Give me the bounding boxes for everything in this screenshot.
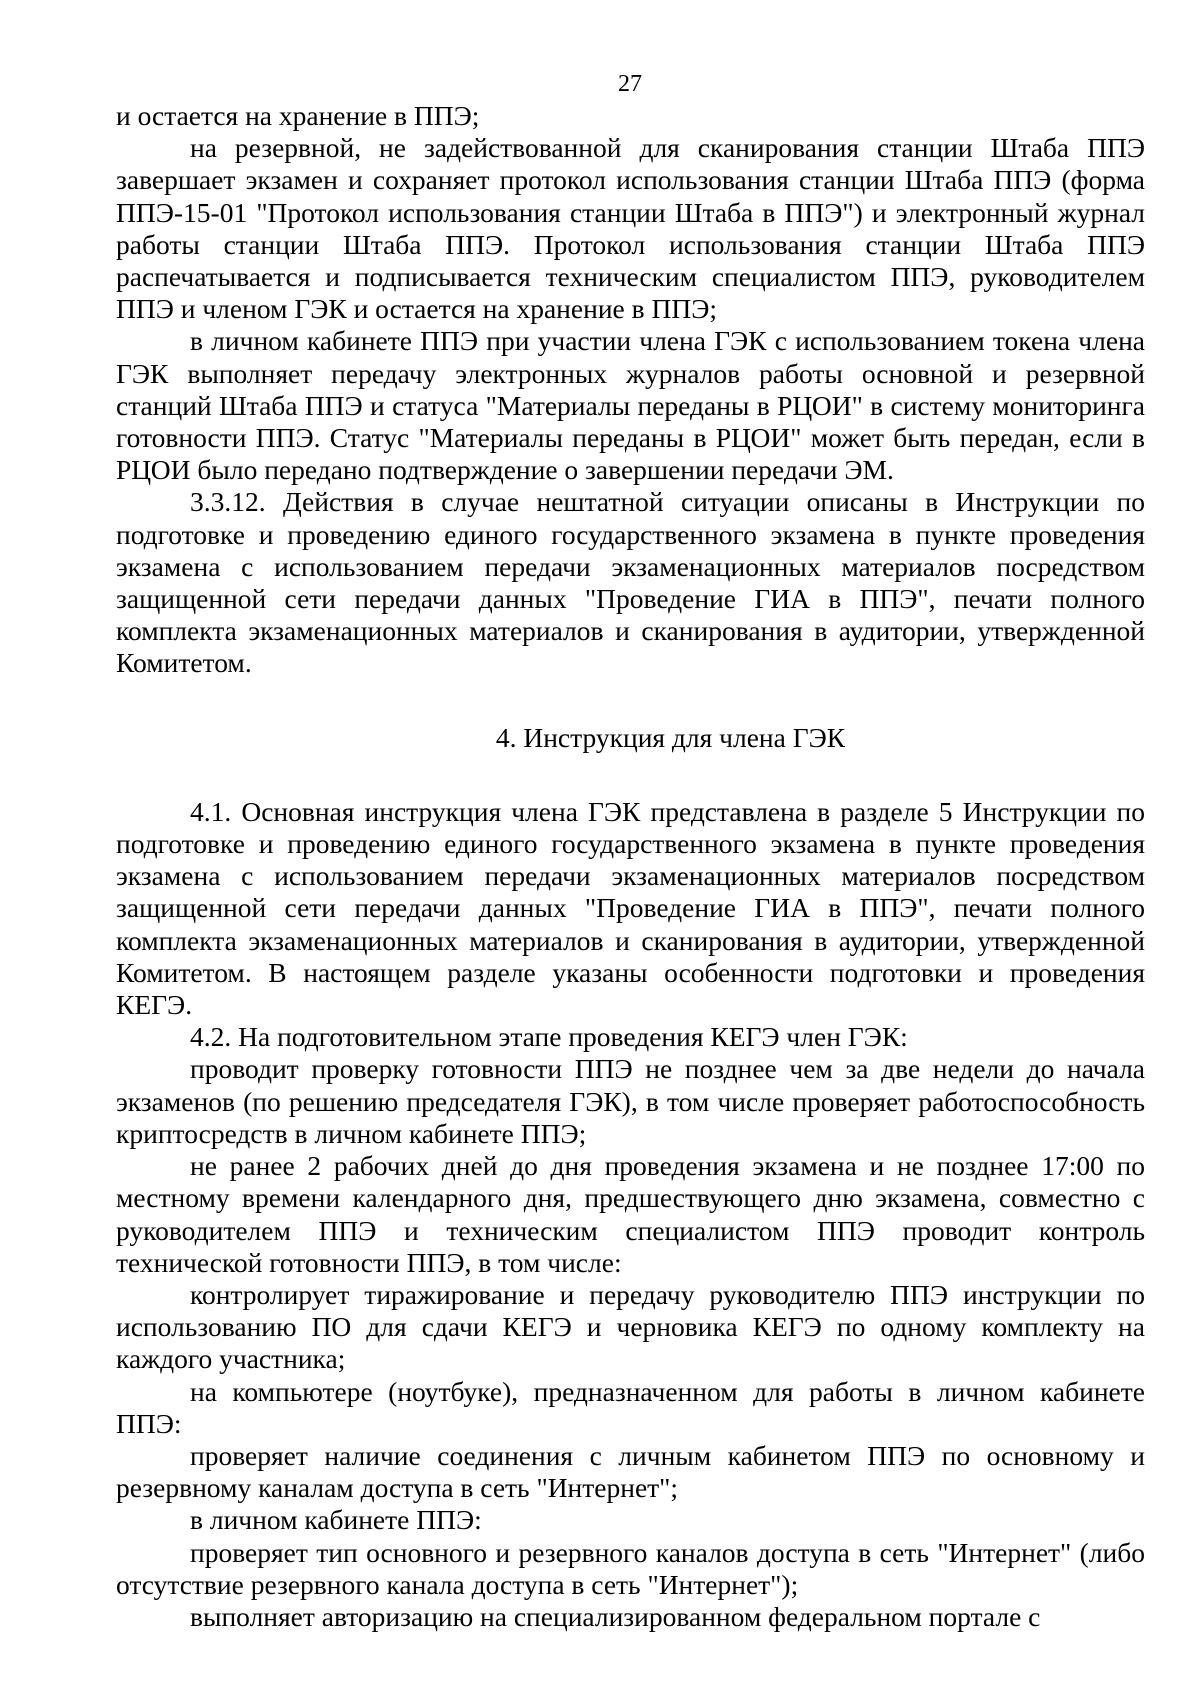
page-body bbox=[116, 100, 1145, 1633]
section-heading: 4. Инструкция для члена ГЭК bbox=[495, 721, 846, 753]
paragraph-after-2: 4.2. На подготовительном этапе проведения КЕГЭ член ГЭК: bbox=[190, 1021, 908, 1053]
paragraph-after-8: в личном кабинете ППЭ: bbox=[190, 1504, 482, 1536]
paragraph-before-2: на резервной, не задействованной для сканирования станции Штаба ППЭ завершает экзамен и сохраняет протокол использования станции Штаба ППЭ (форма ППЭ-15-01 "Протокол использования станции Штаба в ППЭ") и электронный журнал работы станции Штаба ППЭ. Протокол использования станции Штаба ППЭ распечатывается и подписывается техническим специалистом ППЭ, руководителем ППЭ и членом ГЭК и остается на хранение в ППЭ; bbox=[116, 132, 1145, 325]
paragraph-after-10: выполняет авторизацию на специализированном федеральном портале с bbox=[190, 1600, 1041, 1632]
paragraph-before-4: 3.3.12. Действия в случае нештатной ситуации описаны в Инструкции по подготовке и проведению единого государственного экзамена в пункте проведения экзамена с использованием передачи экзаменационных материалов посредством защищенной сети передачи данных "Проведение ГИА в ППЭ", печати полного комплекта экзаменационных материалов и сканирования в аудитории, утвержденной Комитетом. bbox=[116, 486, 1145, 679]
paragraph-after-5: контролирует тиражирование и передачу руководителю ППЭ инструкции по использованию ПО для сдачи КЕГЭ и черновика КЕГЭ по одному комплекту на каждого участника; bbox=[116, 1278, 1145, 1375]
paragraph-after-1: 4.1. Основная инструкция члена ГЭК представлена в разделе 5 Инструкции по подготовке и проведению единого государственного экзамена в пункте проведения экзамена с использованием передачи экзаменационных материалов посредством защищенной сети передачи данных "Проведение ГИА в ППЭ", печати полного комплекта экзаменационных материалов и сканирования в аудитории, утвержденной Комитетом. В настоящем разделе указаны особенности подготовки и проведения КЕГЭ. bbox=[116, 795, 1145, 1021]
paragraph-after-3: проводит проверку готовности ППЭ не позднее чем за две недели до начала экзаменов (по решению председателя ГЭК), в том числе проверяет работоспособность криптосредств в личном кабинете ППЭ; bbox=[116, 1053, 1145, 1149]
paragraph-before-1: и остается на хранение в ППЭ; bbox=[116, 100, 480, 131]
page-number: 27 bbox=[618, 71, 642, 97]
paragraph-after-4: не ранее 2 рабочих дней до дня проведения экзамена и не позднее 17:00 по местному времени календарного дня, предшествующего дню экзамена, совместно с руководителем ППЭ и техническим специалистом ППЭ проводит контроль технической готовности ППЭ, в том числе: bbox=[116, 1150, 1145, 1278]
paragraph-after-9: проверяет тип основного и резервного каналов доступа в сеть "Интернет" (либо отсутствие резервного канала доступа в сеть "Интернет"); bbox=[116, 1536, 1145, 1600]
paragraph-before-3: в личном кабинете ППЭ при участии члена ГЭК с использованием токена члена ГЭК выполняет передачу электронных журналов работы основной и резервной станций Штаба ППЭ и статуса "Материалы переданы в РЦОИ" в систему мониторинга готовности ППЭ. Статус "Материалы переданы в РЦОИ" может быть передан, если в РЦОИ было передано подтверждение о завершении передачи ЭМ. bbox=[116, 325, 1145, 486]
paragraph-after-6: на компьютере (ноутбуке), предназначенном для работы в личном кабинете ППЭ: bbox=[116, 1375, 1145, 1439]
paragraph-after-7: проверяет наличие соединения с личным кабинетом ППЭ по основному и резервному каналам доступа в сеть "Интернет"; bbox=[116, 1439, 1145, 1504]
